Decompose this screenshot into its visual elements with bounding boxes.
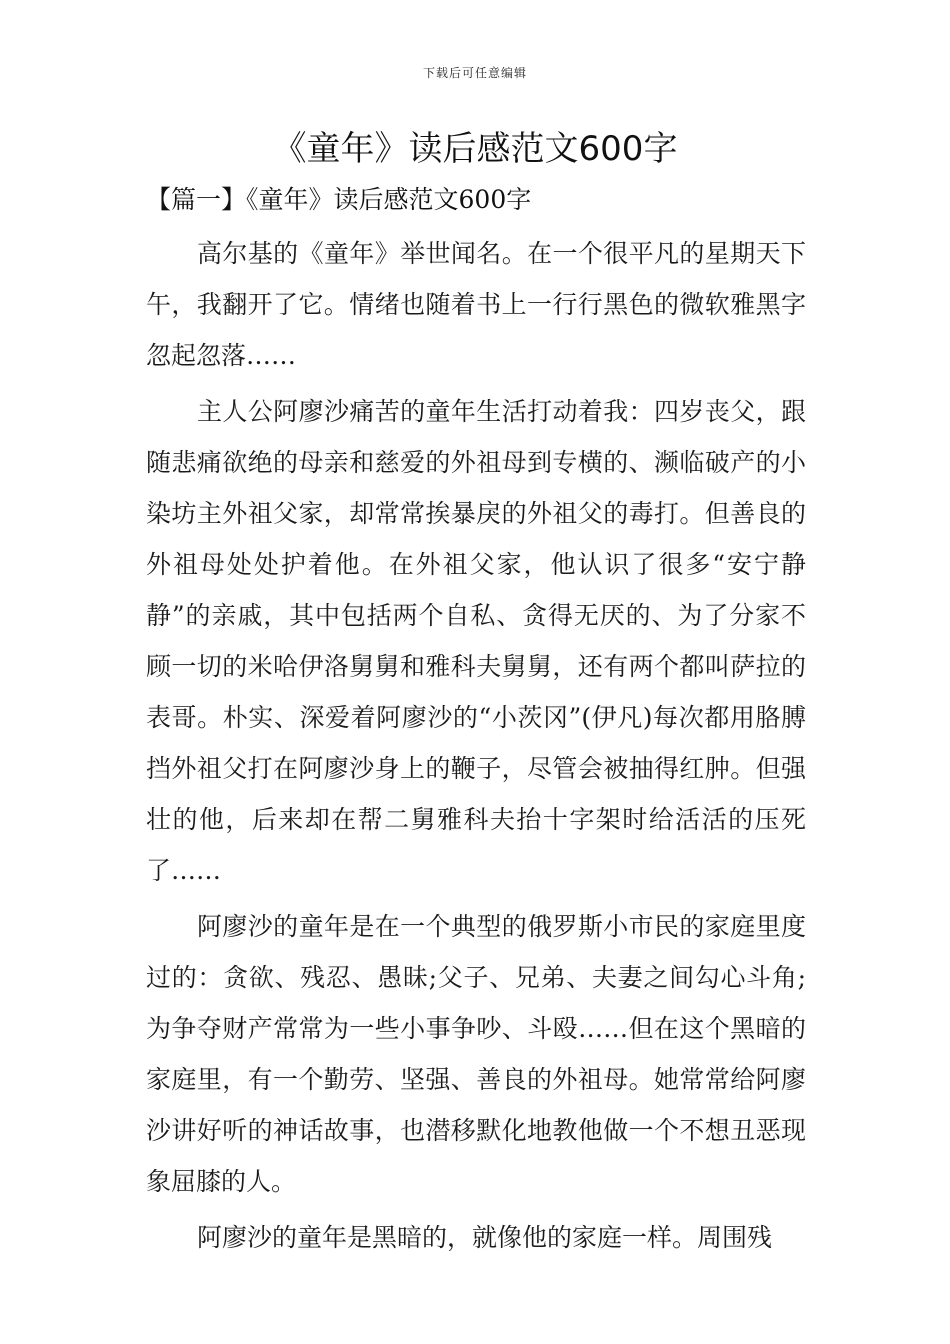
document-title: 《童年》读后感范文600字	[272, 129, 678, 169]
document-body	[146, 228, 806, 1268]
header-note: 下载后可任意编辑	[422, 66, 527, 80]
paragraph: 高尔基的《童年》举世闻名。在一个很平凡的星期天下午，我翻开了它。情绪也随着书上一行行黑色的微软雅黑字忽起忽落……	[146, 239, 806, 370]
paragraph: 主人公阿廖沙痛苦的童年生活打动着我：四岁丧父，跟随悲痛欲绝的母亲和慈爱的外祖母到专横的、濒临破产的小染坊主外祖父家，却常常挨暴戾的外祖父的毒打。但善良的外祖母处处护着他。在外祖父家，他认识了很多“安宁静静”的亲戚，其中包括两个自私、贪得无厌的、为了分家不顾一切的米哈伊洛舅舅和雅科夫舅舅，还有两个都叫萨拉的表哥。朴实、深爱着阿廖沙的“小茨冈”(伊凡)每次都用胳膊挡外祖父打在阿廖沙身上的鞭子，尽管会被抽得红肿。但强壮的他，后来却在帮二舅雅科夫抬十字架时给活活的压死了……	[146, 397, 806, 885]
paragraph: 阿廖沙的童年是黑暗的，就像他的家庭一样。周围残	[197, 1223, 773, 1252]
paragraph: 阿廖沙的童年是在一个典型的俄罗斯小市民的家庭里度过的：贪欲、残忍、愚昧;父子、兄弟、夫妻之间勾心斗角;为争夺财产常常为一些小事争吵、斗殴……但在这个黑暗的家庭里，有一个勤劳、坚强、善良的外祖母。她常常给阿廖沙讲好听的神话故事，也潜移默化地教他做一个不想丑恶现象屈膝的人。	[146, 912, 806, 1196]
section-heading: 【篇一】《童年》读后感范文600字	[146, 185, 532, 214]
